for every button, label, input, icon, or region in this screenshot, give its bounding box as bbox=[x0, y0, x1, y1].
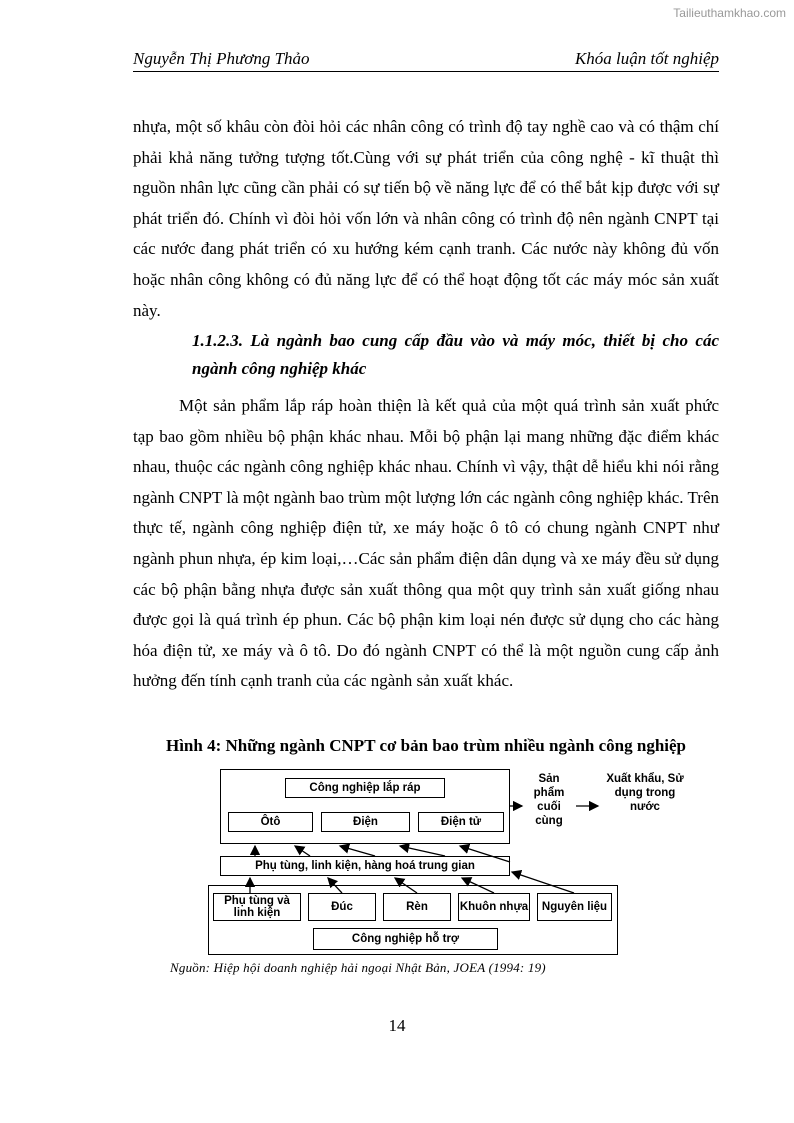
intermediate-box: Phụ tùng, linh kiện, hàng hoá trung gian bbox=[220, 856, 510, 876]
diagram-arrows bbox=[200, 764, 720, 979]
export-label: Xuất khẩu, Sử dụng trong nước bbox=[606, 773, 684, 813]
duc-box: Đúc bbox=[308, 893, 376, 921]
page-number: 14 bbox=[388, 1016, 406, 1035]
header-doc-type: Khóa luận tốt nghiệp bbox=[574, 49, 719, 68]
ren-box: Rèn bbox=[383, 893, 451, 921]
paragraph-1: nhựa, một số khâu còn đòi hỏi các nhân công có trình độ tay nghề cao và có thậm chí phải khả năng tưởng tượng tốt.Cùng với sự phát triển của công nghệ - kĩ thuật thì nguồn nhân lực cũng cần phải có sự tiến bộ về năng lực để có thể bắt kịp được với sự phát triển đó. Chính vì đòi hỏi vốn lớn và nhân công có trình độ nên ngành CNPT tại các nước đang phát triển có xu hướng kém cạnh tranh. Các nước này không đủ vốn hoặc nhân công không có đủ năng lực để có thể hoạt động tốt các máy móc sản xuất này. bbox=[133, 117, 719, 320]
page-header bbox=[133, 49, 719, 72]
final-product-label: Sản phẩm cuối cùng bbox=[533, 773, 565, 827]
oto-box: Ôtô bbox=[228, 812, 313, 832]
section-heading: 1.1.2.3. Là ngành bao cung cấp đầu vào và máy móc, thiết bị cho các ngành công nghiệp khác bbox=[192, 331, 719, 378]
watermark: Tailieuthamkhao.com bbox=[673, 6, 786, 20]
supporting-box: Công nghiệp hỗ trợ bbox=[313, 928, 498, 950]
assembly-box: Công nghiệp lắp ráp bbox=[285, 778, 445, 798]
dien-tu-box: Điện tử bbox=[418, 812, 504, 832]
figure-source: Nguồn: Hiệp hội doanh nghiệp hải ngoại Nhật Bản, JOEA (1994: 19) bbox=[170, 960, 546, 975]
header-author: Nguyễn Thị Phương Thảo bbox=[133, 49, 310, 68]
figure-title: Hình 4: Những ngành CNPT cơ bản bao trùm nhiều ngành công nghiệp bbox=[165, 736, 686, 755]
industry-diagram bbox=[200, 764, 720, 979]
paragraph-2: Một sản phẩm lắp ráp hoàn thiện là kết quả của một quá trình sản xuất phức tạp bao gồm nhiều bộ phận khác nhau. Mỗi bộ phận lại mang những đặc điểm khác nhau, thuộc các ngành công nghiệp khác nhau. Chính vì vậy, thật dễ hiểu khi nói rằng ngành CNPT là một ngành bao trùm một lượng lớn các ngành công nghiệp khác. Trên thực tế, ngành công nghiệp điện tử, xe máy hoặc ô tô có chung ngành CNPT như ngành phun nhựa, ép kim loại,…Các sản phẩm điện dân dụng và xe máy đều sử dụng các bộ phận bằng nhựa được sản xuất thông qua một quy trình sản xuất giống nhau được gọi là quá trình ép phun. Các bộ phận kim loại nén được sử dụng cho các hàng hóa điện tử, xe máy và ô tô. Do đó ngành CNPT có thể là một nguồn cung cấp ảnh hưởng đến tính cạnh tranh của các ngành sản xuất khác. bbox=[133, 396, 719, 691]
dien-box: Điện bbox=[321, 812, 410, 832]
nguyen-lieu-box: Nguyên liệu bbox=[537, 893, 612, 921]
parts-box: Phụ tùng và linh kiện bbox=[213, 893, 301, 921]
khuon-nhua-box: Khuôn nhựa bbox=[458, 893, 530, 921]
